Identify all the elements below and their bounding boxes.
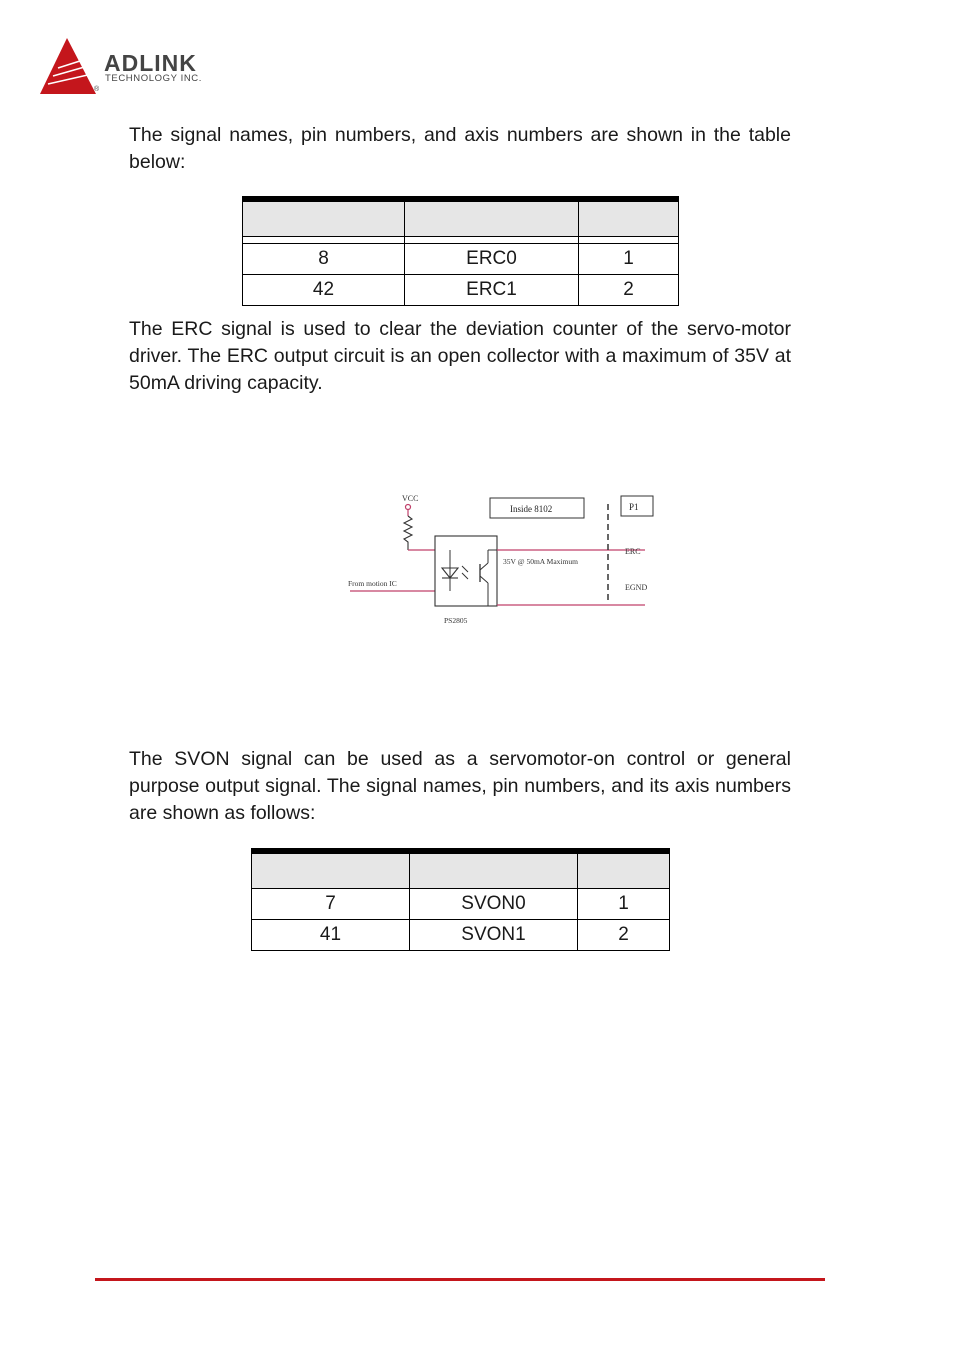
table-header-row (243, 199, 679, 237)
signal-cell: SVON1 (410, 920, 578, 951)
erc-description: The ERC signal is used to clear the deviation counter of the servo-motor driver. The ERC output circuit is an open collector with a maximum of 35V at 50mA driving capacity. (129, 318, 791, 394)
header-cell (579, 199, 679, 237)
pin-cell: 8 (243, 244, 405, 275)
table-spacer-row (243, 237, 679, 244)
header-cell (252, 851, 410, 889)
signal-cell: SVON0 (410, 889, 578, 920)
table-row (252, 889, 670, 920)
svon-description: The SVON signal can be used as a servomotor-on control or general purpose output signal. The signal names, pin numbers, and its axis numbers are shown as follows: (129, 748, 791, 824)
erc-pin-table (242, 196, 679, 306)
intro-paragraph: The signal names, pin numbers, and axis numbers are shown in the table below: (129, 124, 791, 173)
pin-cell: 7 (252, 889, 410, 920)
egnd-pin-label: EGND (625, 583, 648, 592)
footer-rule (95, 1278, 825, 1281)
header-cell (405, 199, 579, 237)
header-cell (243, 199, 405, 237)
vcc-label (402, 494, 418, 503)
signal-cell: ERC1 (405, 275, 579, 306)
table-header-row (252, 851, 670, 889)
svon-pin-table (251, 848, 670, 951)
axis-cell: 2 (579, 275, 679, 306)
pin-cell: 42 (243, 275, 405, 306)
part-label: PS2805 (444, 616, 468, 625)
rating-label: 35V @ 50mA Maximum (503, 557, 578, 566)
header-cell (578, 851, 670, 889)
brand-name: ADLINK (104, 50, 197, 76)
resistor (404, 516, 412, 550)
axis-cell: 1 (578, 889, 670, 920)
table-row (243, 244, 679, 275)
vcc-terminal (406, 505, 411, 510)
erc-pin-label: ERC (625, 547, 641, 556)
brand-tagline: TECHNOLOGY INC. (105, 73, 202, 84)
signal-cell: ERC0 (405, 244, 579, 275)
erc-circuit-diagram (340, 488, 660, 638)
pin-cell: 41 (252, 920, 410, 951)
trademark-mark: ® (94, 86, 100, 93)
axis-cell: 2 (578, 920, 670, 951)
from-motion-label: From motion IC (348, 579, 397, 588)
table-row (252, 920, 670, 951)
connector-label: P1 (629, 502, 639, 512)
vcc-text: VCC (402, 494, 419, 503)
adlink-logo (38, 36, 238, 98)
adlink-triangle-icon (38, 36, 100, 98)
axis-cell: 1 (579, 244, 679, 275)
inside-label: Inside 8102 (510, 504, 553, 514)
table-row (243, 275, 679, 306)
header-cell (410, 851, 578, 889)
